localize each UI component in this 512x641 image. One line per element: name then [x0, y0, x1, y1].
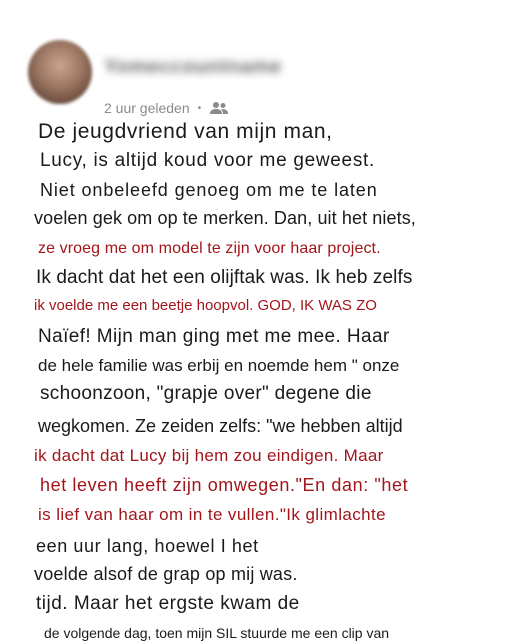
story-line-highlight: het leven heeft zijn omwegen."En dan: "het — [40, 475, 409, 495]
edge-mask — [466, 470, 512, 504]
separator: • — [197, 102, 202, 114]
story-line-highlight: ik voelde me een beetje hoopvol. GOD, IK WAS ZO — [34, 297, 377, 314]
story-line: voelen gek om op te merken. Dan, uit het niets, — [34, 208, 416, 228]
story-line: wegkomen. Ze zeiden zelfs: "we hebben altijd — [38, 416, 403, 436]
story-line: Naïef! Mijn man ging met me mee. Haar — [38, 326, 390, 347]
story-line: de volgende dag, toen mijn SIL stuurde me een clip van — [44, 625, 390, 641]
username[interactable]: Yomeccountname — [104, 56, 282, 78]
story-line: de hele familie was erbij en noemde hem " onze — [38, 356, 400, 375]
story-line-highlight: ze vroeg me om model te zijn voor haar project. — [38, 240, 381, 257]
story-line: voelde alsof de grap op mij was. — [34, 564, 298, 584]
story-line: tijd. Maar het ergste kwam de — [36, 593, 300, 614]
story-line: Lucy, is altijd koud voor me geweest. — [40, 150, 375, 171]
story-line: Ik dacht dat het een olijftak was. Ik heb zelfs — [36, 267, 413, 288]
story-line-highlight: is lief van haar om in te vullen."Ik glimlachte — [38, 505, 386, 524]
timestamp[interactable]: 2 uur geleden — [104, 100, 190, 116]
story-line: schoonzoon, "grapje over" degene die — [40, 383, 372, 404]
story-line: een uur lang, hoewel I het — [36, 536, 259, 556]
story-line: Niet onbeleefd genoeg om me te laten — [40, 180, 378, 200]
story-line-highlight: ik dacht dat Lucy bij hem zou eindigen. Maar — [34, 446, 384, 465]
story-line: De jeugdvriend van mijn man, — [38, 120, 333, 143]
